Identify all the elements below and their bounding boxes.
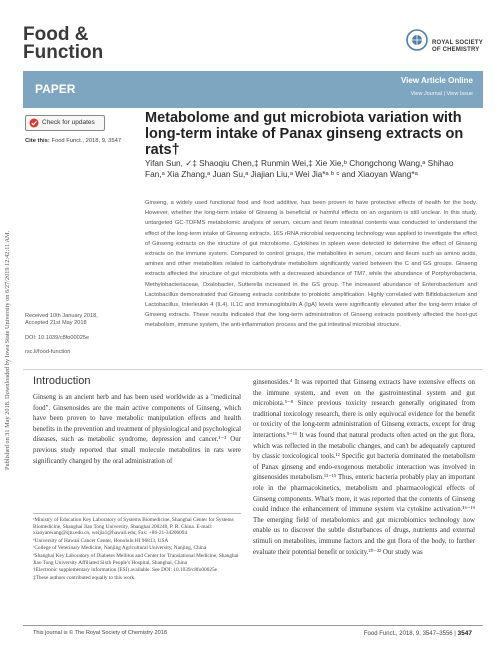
rsc-emblem-icon: [405, 28, 429, 52]
section-divider: [23, 369, 483, 370]
footnote: ᵇUniversity of Hawaii Cancer Center, Honolulu HI 96813, USA: [33, 537, 169, 544]
side-note-text: Published on 31 May 2018. Downloaded by Iowa State University on 6/27/2019 12:42:11 AM.: [4, 230, 11, 470]
footer-copyright: This journal is © The Royal Society of Chemistry 2018: [33, 630, 167, 636]
article-authors: Yifan Sun, ✓‡ Shaoqiu Chen,‡ Runmin Wei,‡ Xie Xie,ᵇ Chongchong Wang,ᵃ Shihao Fan,ᵃ Xia Zhang,ᵃ Juan Su,ᵃ Jiajian Liu,ᵃ Wei Jia*ᵃ ᵇ ᶜ and Xiaoyan Wang*ᵃ: [145, 158, 454, 179]
paper-banner: [23, 71, 483, 108]
paper-label: PAPER: [35, 82, 76, 96]
view-journal-issue-links[interactable]: View Journal | View Issue: [410, 91, 473, 97]
footer-journal-ref: Food Funct., 2018, 9, 3547–3556: [363, 631, 453, 637]
abstract: Ginseng, a widely used functional food and food additive, has been proven to have protective effects of health for the body. However, whether the long-term intake of Ginseng is beneficial or harmful effects on an organism is still unclear. In this study, untargeted GC-TOFMS metabolomic analysis of serum, cecum and ileum intestinal contents was conducted to understand the effect of the long-term intake of Ginseng extracts. 16S rRNA microbial sequencing technology was applied to investigate the effect of Ginseng extracts on the structure of gut microbiome. Cytokines in spleen were detected to determine the effect of Ginseng extracts on the immune system. Compared to control groups, the metabolites in serum, cecum and ileum such as amino acids, amines and other metabolites related to carbohydrate metabolism significantly varied between the C and GS groups. Ginseng extracts affected the structure of gut microbiota with a decreased abundance of TM7, while the abundance of Porphyrobacteria, Methylobacteriaceae, Oxalobacter, Sutterella increased in the GS group. The increased abundance of Enterobacterium and Lactobacillus demonstrated that Ginseng extracts contribute to probiotic amplification. Highly correlated with Bifidobacterium and Lactobacillus, Interleukin 4 (IL4), IL1C and Immunoglobulin A (IgA) levels were significantly elevated after the long-term intake of Ginseng extracts. These results indicated that the long-term administration of Ginseng extracts positively affected the host-gut metabolism, immune system, the anti-inflammation process and the gut intestinal microbial structure.: [145, 200, 477, 329]
footer-divider: [23, 625, 483, 626]
affiliation-footnotes: [33, 517, 243, 582]
publication-side-note: [4, 70, 13, 470]
page-number: 3547: [457, 630, 472, 637]
footnote: ‡These authors contributed equally to this work.: [33, 574, 136, 581]
footnote: ᵃMinistry of Education Key Laboratory of Systems Biomedicine, Shanghai Center for Systems Biomedicine, Shanghai Jiao Tong University, Shanghai 200240, P. R. China. E-mail: xiaoyanwang@sjtu.edu.cn, weijia1@hawaii.edu; Fax: +86-21-34206094: [33, 517, 234, 537]
journal-url[interactable]: rsc.li/food-function: [25, 349, 71, 356]
publisher-line1: ROYAL SOCIETY: [432, 40, 483, 46]
article-title: Metabolome and gut microbiota variation with long-term intake of Panax ginseng extracts on rats†: [145, 110, 464, 158]
article-meta: [25, 313, 130, 357]
citation-line: [25, 138, 121, 144]
footnote: †Electronic supplementary information (ESI) available. See DOI: 10.1039/c8fo00025e: [33, 567, 218, 574]
received-date: Received 10th January 2018,: [25, 313, 98, 319]
accepted-date: Accepted 21st May 2018: [25, 320, 87, 327]
check-for-updates-label: Check for updates: [42, 119, 95, 126]
check-for-updates-button[interactable]: [25, 115, 105, 131]
journal-title-line2: Function: [23, 42, 104, 63]
introduction-left-column: Ginseng is an ancient herb and has been used worldwide as a "medicinal food". Ginsenosides are the main active components of Ginseng, which have been proven to have metabolic manipulation effects and health benefits in the prevention and treatment of physiological and psychological diseases, such as metabolic syndrome, depression and cancer.¹⁻³ Our previous study reported that small molecule metabolites in rats were significantly changed by the oral administration of: [33, 394, 241, 465]
footnote: ᶜCollege of Veterinary Medicine, Nanjing Agricultural University, Nanjing, China: [33, 545, 207, 552]
introduction-heading: Introduction: [33, 375, 91, 387]
doi[interactable]: DOI: 10.1039/c8fo00025e: [25, 334, 90, 341]
cite-prefix: Cite this:: [25, 138, 50, 144]
footer-page-info: Food Funct., 2018, 9, 3547–3556 | 3547: [363, 630, 472, 637]
cite-reference: Food Funct., 2018, 9, 3547: [51, 138, 122, 144]
rsc-logo: [405, 28, 485, 68]
introduction-right-column: ginsenosides.⁴ It was reported that Ginseng extracts have extensive effects on the immune system, and even on the gastrointestinal system and gut microbiota.⁵⁻⁸ Since previous toxicity research generally originated from traditional toxicology research, there is only equivocal evidence for the benefit or toxicity of the long-term administration of Ginseng extracts, except for drug interactions.⁹⁻¹¹ It was found that natural products often acted on the gut flora, which was reflected in the metabolic changes, and can't be adequately captured by classic toxicological tools.¹² Specific gut bacteria dominated the metabolism of Panax ginseng and endo-exogenous metabolic interaction was involved in ginsenosides metabolism.¹³⁻¹⁵ Thus, enteric bacteria probably play an important role in the pharmacokinetics, metabolism and pharmacological effects of Ginseng components. What's more, it was reported that the contents of Ginseng could induce the enhancement of immune system via cytokine activation.¹⁶⁻¹⁹ The emerging field of metabolomics and gut microbiomics technology now enable us to discover the subtle disturbances of drugs, nutrients and external stimuli on metabolites, immune factors and the gut flora of the body, to further evaluate their potential benefit or toxicity.²⁰⁻²² Our study was: [253, 379, 475, 556]
check-updates-icon: [29, 118, 39, 128]
publisher-line2: OF CHEMISTRY: [432, 47, 480, 53]
footnote: ᵈShanghai Key Laboratory of Diabetes Mellitus and Center for Translational Medicine, Shanghai Jiao Tong University Affiliated Sixth People's Hospital, Shanghai, China: [33, 552, 239, 566]
journal-title: [23, 26, 103, 62]
view-article-online-link[interactable]: View Article Online: [400, 76, 473, 85]
footnote-divider: [33, 513, 241, 514]
journal-title-line1: Food &: [23, 24, 89, 45]
